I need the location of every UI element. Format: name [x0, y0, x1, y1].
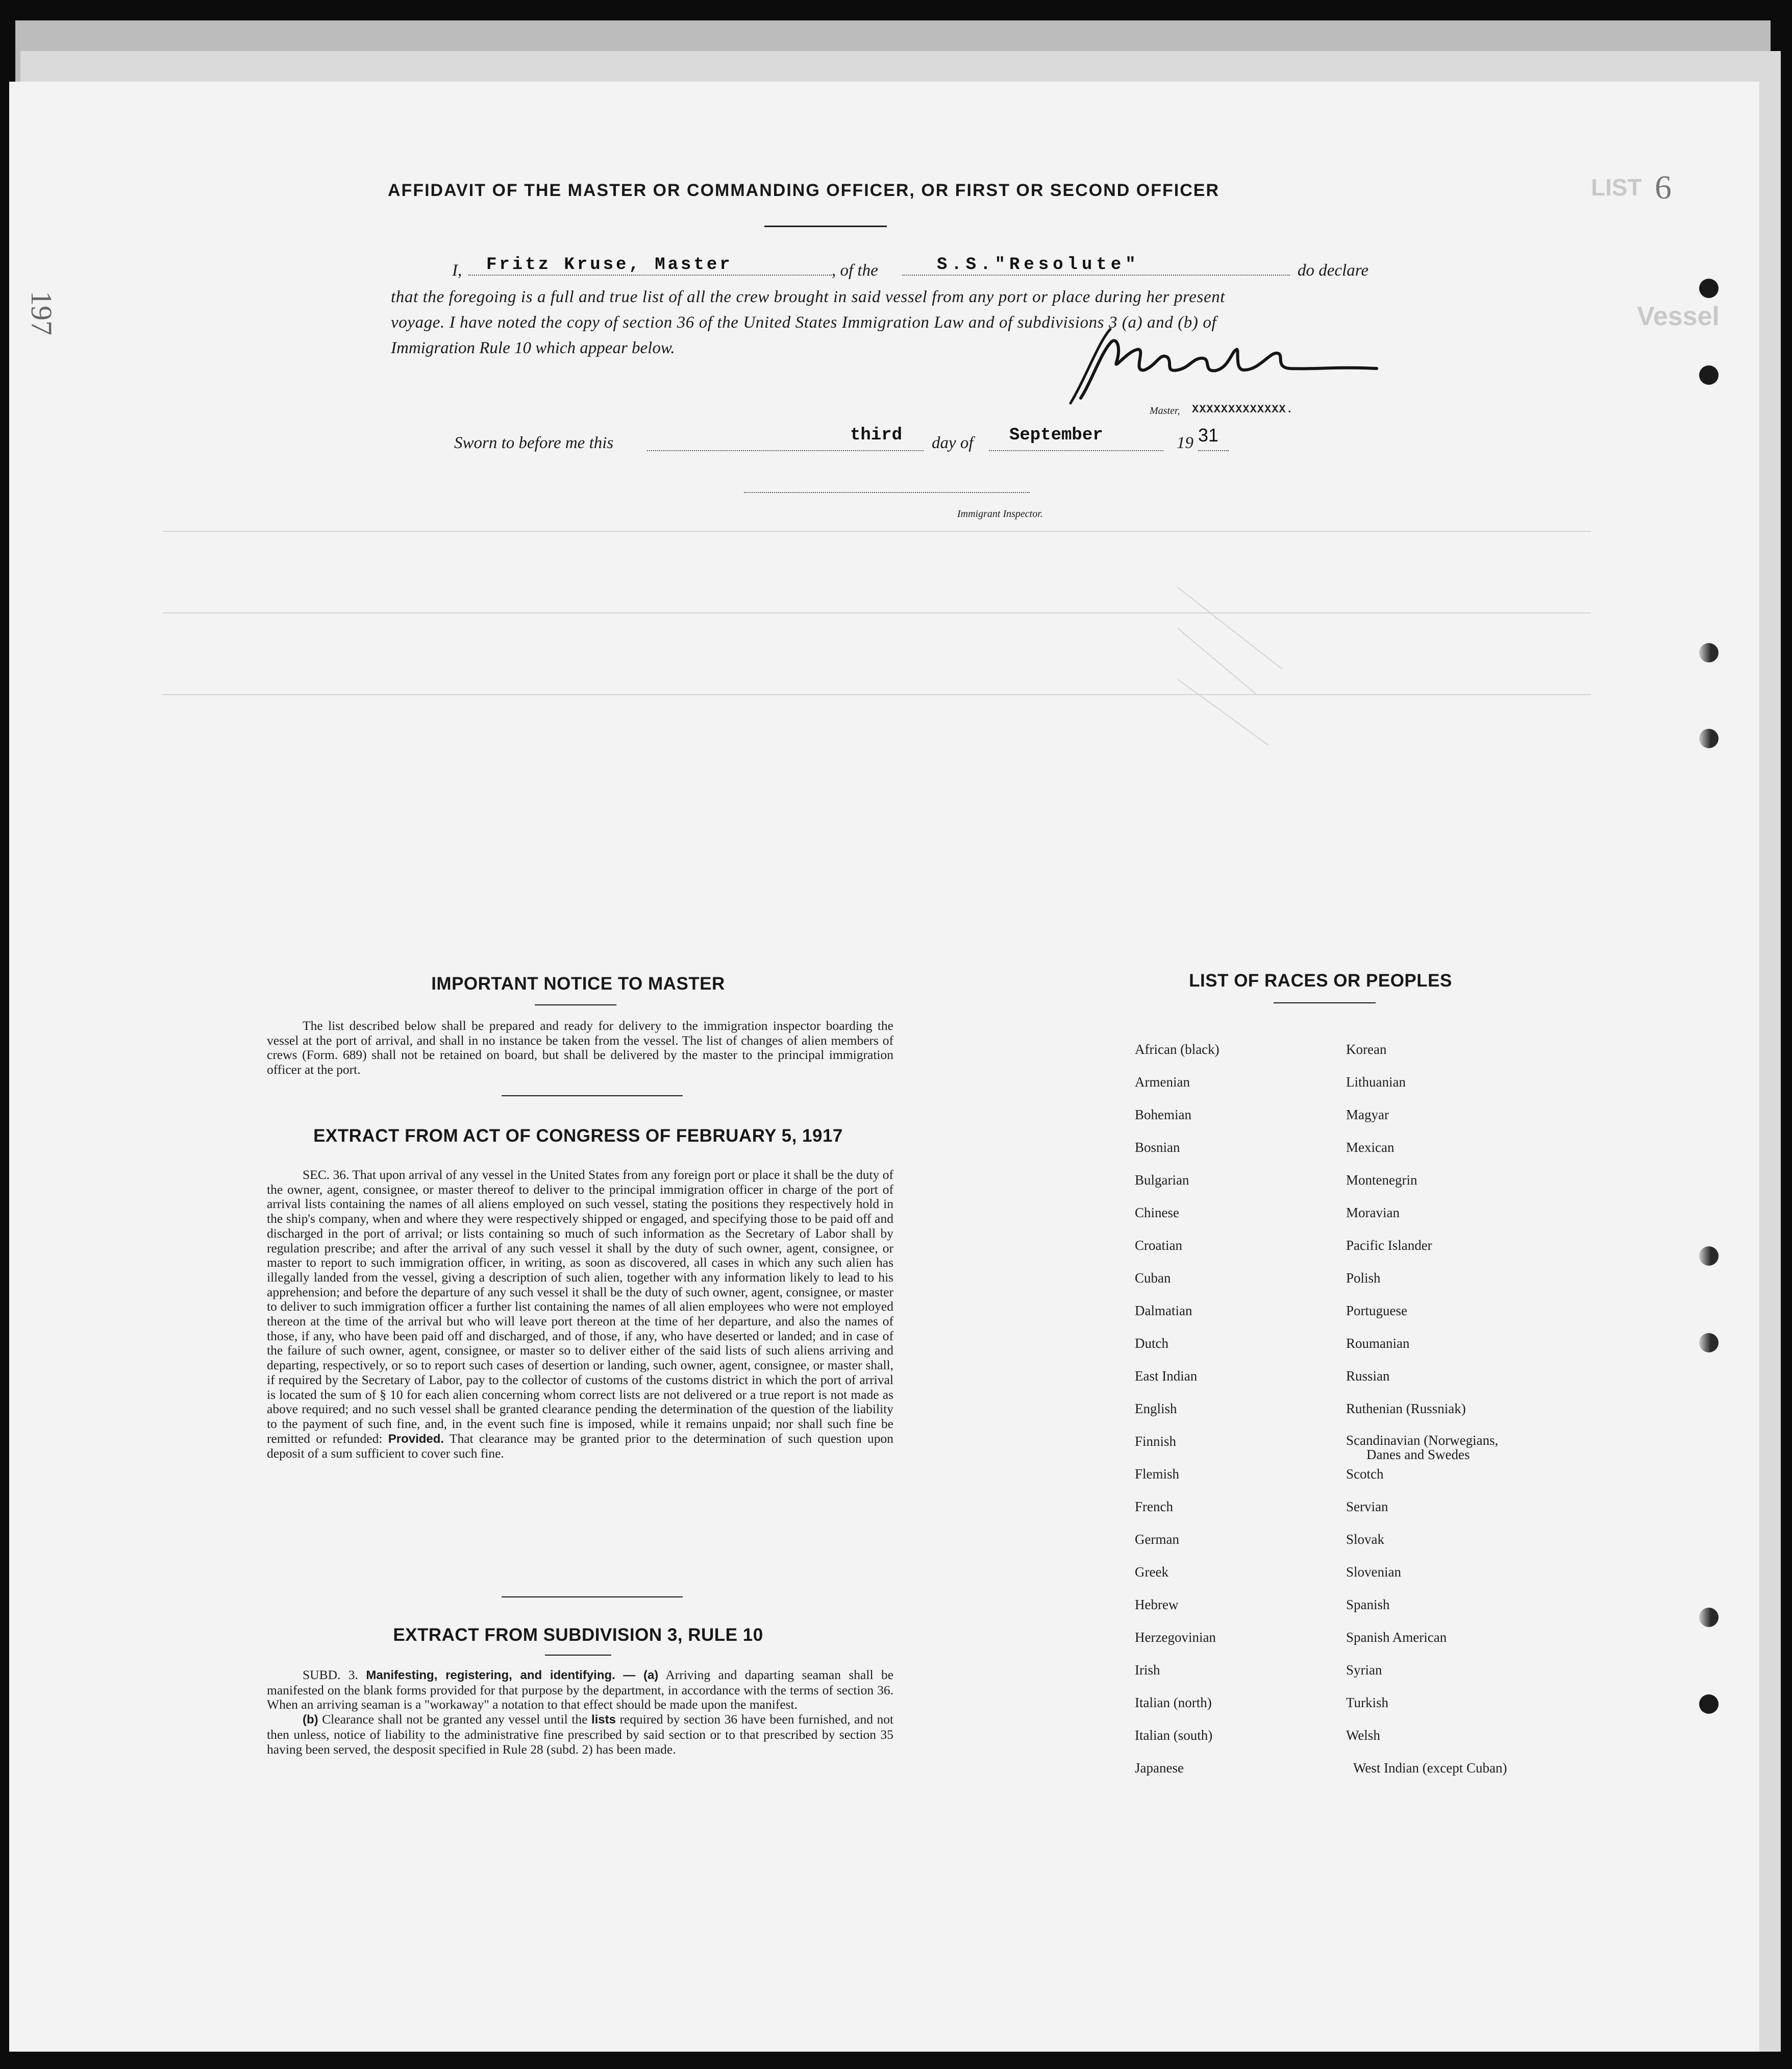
- race-item: Portuguese: [1346, 1303, 1407, 1318]
- underline: [1198, 450, 1229, 451]
- month-field: September: [1009, 426, 1103, 445]
- bleed-line: [1177, 679, 1268, 746]
- bleed-line: [1177, 587, 1282, 670]
- document-page: [9, 82, 1759, 2052]
- race-item: Polish: [1346, 1270, 1381, 1286]
- race-item: Roumanian: [1346, 1336, 1410, 1351]
- affidavit-line-2: that the foregoing is a full and true list of all the crew brought in said vessel from any port or place during her present: [391, 288, 1226, 306]
- rule-paragraph-b: [267, 1712, 893, 1757]
- underline: [902, 275, 1290, 276]
- master-signature: [1050, 322, 1407, 408]
- race-item: Croatian: [1135, 1238, 1182, 1253]
- affidavit-i: I,: [452, 261, 462, 280]
- rule-title: EXTRACT FROM SUBDIVISION 3, RULE 10: [393, 1625, 763, 1645]
- races-title: LIST OF RACES OR PEOPLES: [1189, 971, 1452, 991]
- race-item: Finnish: [1135, 1434, 1177, 1449]
- notice-paragraph: The list described below shall be prepared and ready for delivery to the immigration inspector boarding the vessel at the port of arrival, and shall in no instance be taken from the vessel. The list of changes of alien members of crews (Form. 689) shall not be retained on board, but shall be delivered by the master to the principal immigration officer at the port.: [267, 1018, 893, 1077]
- year-field: 31: [1198, 425, 1219, 446]
- race-item: Russian: [1346, 1368, 1390, 1384]
- affidavit-line-4: Immigration Rule 10 which appear below.: [391, 339, 675, 357]
- race-item: German: [1135, 1532, 1179, 1547]
- race-item: Scotch: [1346, 1466, 1384, 1482]
- race-item: Moravian: [1346, 1205, 1400, 1220]
- bleed-through-vessel: Vessel: [1637, 302, 1720, 331]
- act-provided: Provided.: [388, 1432, 444, 1446]
- race-item: West Indian (except Cuban): [1353, 1760, 1507, 1776]
- rule-b-lists: lists: [591, 1713, 616, 1727]
- binder-hole: [1699, 365, 1719, 385]
- rule-b-text1: Clearance shall not be granted any vessel until the: [322, 1712, 588, 1727]
- affidavit-title: AFFIDAVIT OF THE MASTER OR COMMANDING OFFICER, OR FIRST OR SECOND OFFICER: [388, 181, 1219, 200]
- race-item: Spanish: [1346, 1597, 1390, 1612]
- rule-a-text: Arriving and daparting seaman shall be manifested on the blank forms provided for that purpose by the department, in accordance with the terms of section 36. When an arriving seaman is a "workaway" a notation to that effect should be made upon the manifest.: [267, 1667, 894, 1712]
- rule-b-text2: required by section 36 have been furnished, and not then unless, notice of liability to the administrative fine prescribed by said section or to that prescribed by section 35 having been served, the desposit specified in Rule 28 (subd. 2) has been made.: [267, 1712, 894, 1757]
- act-title: EXTRACT FROM ACT OF CONGRESS OF FEBRUARY 5, 1917: [313, 1126, 843, 1146]
- right-margin-mark: 6: [1655, 169, 1672, 206]
- rule-heading: Manifesting, registering, and identifying.: [366, 1668, 615, 1682]
- binder-hole: [1699, 643, 1719, 662]
- race-item: Armenian: [1135, 1074, 1190, 1090]
- section-rule: [1274, 1002, 1376, 1003]
- race-item: Mexican: [1346, 1140, 1395, 1155]
- rule-text: [267, 1668, 893, 1757]
- race-item: Irish: [1135, 1662, 1160, 1678]
- master-label: Master,: [1150, 405, 1180, 416]
- race-item: Slovenian: [1346, 1564, 1401, 1580]
- race-item: Pacific Islander: [1346, 1238, 1432, 1253]
- binder-hole: [1699, 1333, 1719, 1352]
- race-item: Italian (south): [1135, 1728, 1213, 1743]
- act-paragraph: [267, 1168, 893, 1461]
- inspector-label: Immigrant Inspector.: [957, 508, 1043, 520]
- binder-hole: [1699, 1246, 1719, 1266]
- rule-a-label: — (a): [623, 1668, 659, 1682]
- race-item: English: [1135, 1401, 1177, 1416]
- section-rule: [545, 1655, 611, 1656]
- binder-hole: [1699, 729, 1719, 748]
- binder-hole: [1699, 1694, 1719, 1714]
- inspector-signature-line: [744, 492, 1030, 493]
- race-item: Servian: [1346, 1499, 1388, 1514]
- race-item: French: [1135, 1499, 1173, 1514]
- race-item: Hebrew: [1135, 1597, 1179, 1612]
- race-item-continuation: Danes and Swedes: [1366, 1447, 1470, 1462]
- rule-subd: SUBD. 3.: [303, 1667, 358, 1682]
- master-struck-title: XXXXXXXXXXXXX.: [1192, 403, 1293, 416]
- vessel-name-field: S.S."Resolute": [937, 255, 1140, 275]
- race-item: Magyar: [1346, 1107, 1389, 1122]
- sworn-prefix: Sworn to before me this: [454, 434, 614, 452]
- bleed-line: [1177, 628, 1256, 694]
- race-item: Lithuanian: [1346, 1074, 1406, 1090]
- bleed-through-mark: LIST: [1591, 174, 1642, 201]
- race-item: Bulgarian: [1135, 1172, 1189, 1188]
- race-item: Flemish: [1135, 1466, 1180, 1482]
- year-prefix: 19: [1177, 434, 1193, 452]
- race-item: Greek: [1135, 1564, 1168, 1580]
- act-end-text: That clearance may be granted prior to the determination of such question upon deposit of a sum sufficient to cover such fine.: [267, 1431, 894, 1461]
- race-item: Montenegrin: [1346, 1172, 1417, 1188]
- race-item: Spanish American: [1346, 1630, 1447, 1645]
- race-item: Dutch: [1135, 1336, 1168, 1351]
- affidavit-line-3: voyage. I have noted the copy of section 36 of the United States Immigration Law and of subdivisions 3 (a) and (b) of: [391, 313, 1217, 332]
- race-item: Korean: [1346, 1042, 1387, 1057]
- race-item: Slovak: [1346, 1532, 1385, 1547]
- rule-b-label: (b): [303, 1713, 318, 1727]
- bleed-line: [162, 531, 1591, 532]
- binder-hole: [1699, 1608, 1719, 1627]
- race-item: Ruthenian (Russniak): [1346, 1401, 1466, 1416]
- race-item: Bohemian: [1135, 1107, 1191, 1122]
- race-item: Syrian: [1346, 1662, 1382, 1678]
- race-item: Italian (north): [1135, 1695, 1212, 1710]
- rule-paragraph-a: [267, 1668, 893, 1712]
- underline: [989, 450, 1163, 451]
- race-item: Chinese: [1135, 1205, 1179, 1220]
- act-main-text: SEC. 36. That upon arrival of any vessel in the United States from any foreign port or place it shall be the duty of the owner, agent, consignee, or master thereof to deliver to the principal immigration officer in charge of the port of arrival lists containing the names of all aliens employed on such vessel, stating the positions they respectively hold in the ship's company, when and where they were respectively shipped or engaged, and specifying those to be paid off and discharged in the port of arrival; or lists containing so much of such information as the Secretary of Labor shall by regulation prescribe; and after the arrival of any such vessel it shall by the duty of such owner, agent, consignee, or master to report to such immigration officer, in writing, as soon as discovered, all cases in which any such alien has illegally landed from the vessel, giving a description of such alien, together with any information likely to lead to his apprehension; and before the departure of any such vessel it shall be the duty of such owner, agent, consignee, or master to deliver to such immigration officer a further list containing the names of all alien employees who were not employed thereon at the time of the arrival but who will leave port thereon at the time of her departure, and also the names of those, if any, who have been paid off and discharged, and of those, if any, who have deserted or landed; and in case of the failure of such owner, agent, consignee, or master so to deliver either of the said lists of such aliens arriving and departing, respectively, or so to report such cases of desertion or landing, such owner, agent, consignee, or master shall, if required by the Secretary of Labor, pay to the collector of customs of the customs district in which the port of arrival is located the sum of § 10 for each alien concerning whom correct lists are not delivered or a true report is not made as above required; and no such vessel shall be granted clearance pending the determination of the question of the liability to the payment of such fine, and, in the event such fine is imposed, while it remains unpaid; nor shall such fine be remitted or refunded:: [267, 1167, 893, 1446]
- race-item: Herzegovinian: [1135, 1630, 1216, 1645]
- section-rule: [535, 1004, 616, 1005]
- title-rule: [764, 226, 887, 227]
- underline: [468, 275, 832, 276]
- notice-title: IMPORTANT NOTICE TO MASTER: [431, 974, 725, 994]
- bleed-line: [162, 694, 1591, 695]
- binder-hole: [1699, 279, 1719, 298]
- act-text: [267, 1168, 893, 1461]
- signature-text: [877, 311, 882, 316]
- race-item: East Indian: [1135, 1368, 1198, 1384]
- underline: [647, 450, 924, 451]
- affidavit-do-declare: do declare: [1298, 261, 1368, 280]
- left-margin-mark: 197: [25, 291, 58, 335]
- notice-text: [267, 1019, 893, 1077]
- race-item: Cuban: [1135, 1270, 1171, 1286]
- bleed-line: [162, 612, 1591, 613]
- race-item: Turkish: [1346, 1695, 1389, 1710]
- day-of-label: day of: [932, 434, 974, 452]
- race-item: African (black): [1135, 1042, 1219, 1057]
- master-name-field: Fritz Kruse, Master: [486, 255, 733, 275]
- section-rule: [502, 1596, 683, 1597]
- race-item: Bosnian: [1135, 1140, 1180, 1155]
- race-item: Welsh: [1346, 1728, 1380, 1743]
- section-rule: [502, 1095, 683, 1096]
- day-field: third: [850, 426, 903, 445]
- race-item: Japanese: [1135, 1760, 1184, 1776]
- affidavit-of-the: , of the: [832, 261, 878, 280]
- race-item: Dalmatian: [1135, 1303, 1192, 1318]
- race-item: Scandinavian (Norwegians,: [1346, 1433, 1499, 1448]
